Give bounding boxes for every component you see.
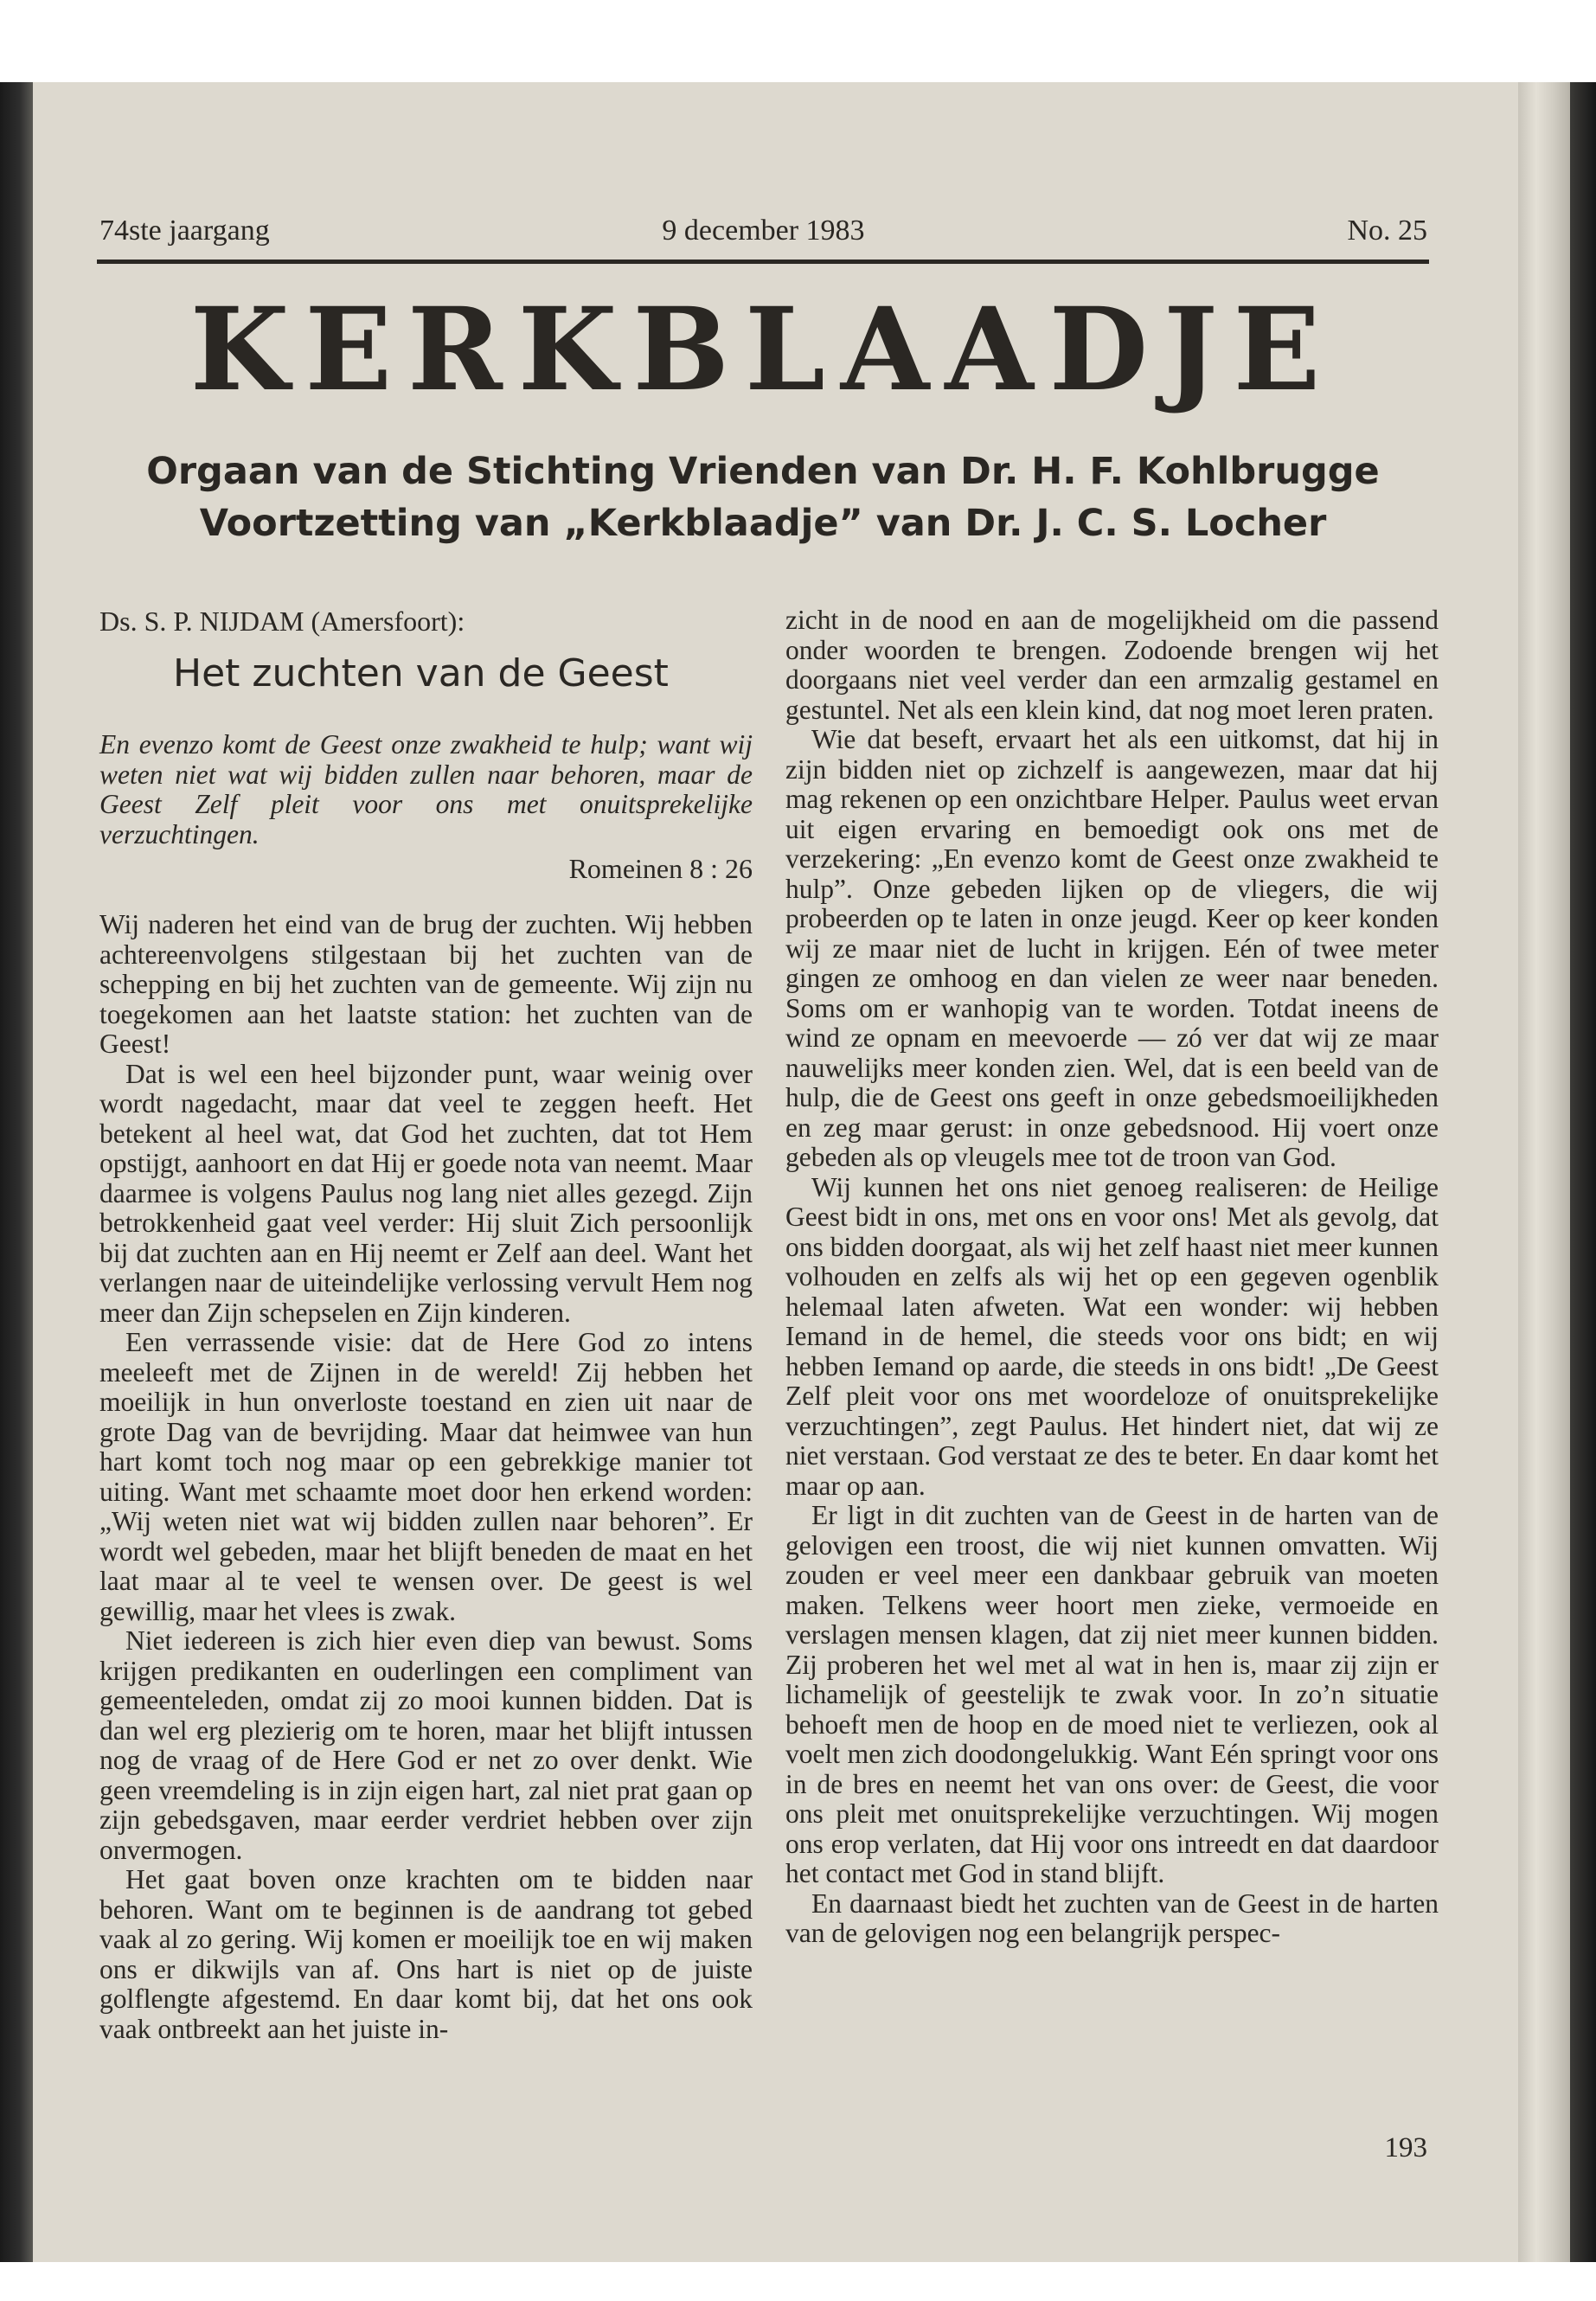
scan-edge-left <box>0 82 33 2262</box>
masthead-subtitle <box>97 445 1429 549</box>
masthead-rule <box>97 260 1429 264</box>
subtitle-line-2: Voortzetting van „Kerkblaadje” van Dr. J. C. S. Locher <box>199 502 1327 545</box>
paragraph: En daarnaast biedt het zuchten van de Geest in de harten van de gelovigen nog een belangrijk perspec- <box>785 1888 1439 1948</box>
magazine-title: KERKBLAADJE <box>189 283 1336 417</box>
volume-label: 74ste jaargang <box>99 215 270 247</box>
scan-edge-right <box>1570 82 1596 2262</box>
paragraph: Het gaat boven onze krachten om te bidden naar behoren. Want om te beginnen is de aandrang tot gebed vaak al zo gering. Wij komen er moeilijk toe en wij maken ons er dikwijls van af. Ons hart is niet op de juiste golflengte afgestemd. En daar komt bij, dat het ons ook vaak ontbreekt aan het juiste in- <box>99 1864 753 2044</box>
column-right <box>785 606 1439 1949</box>
issue-date: 9 december 1983 <box>662 215 865 247</box>
page-fold <box>1518 82 1570 2262</box>
paragraph: Er ligt in dit zuchten van de Geest in de harten van de gelovigen een troost, die wij niet kunnen omvatten. Wij zouden er veel meer een dankbaar gebruik van moeten maken. Telkens weer hoort men zieke, vermoeide en verslagen mensen klagen, dat zij niet meer kunnen bidden. Zij proberen het wel met al wat in hen is, maar zij zijn er lichamelijk of geestelijk te zwak voor. In zo’n situatie behoeft men de hoop en de moed niet te verliezen, ook al voelt men zich doodongelukkig. Want Eén springt voor ons in de bres en neemt het van ons over: de Geest, die voor ons pleit met onuitsprekelijke verzuchtingen. Wij mogen ons erop verlaten, dat Hij voor ons intreedt en dat daardoor het contact met God in stand blijft. <box>785 1500 1439 1888</box>
paragraph: Wie dat beseft, ervaart het als een uitkomst, dat hij in zijn bidden niet op zichzelf is aangewezen, maar dat hij mag rekenen op een onzichtbare Helper. Paulus weet ervan uit eigen ervaring en bemoedigt ook ons met de verzekering: „En evenzo komt de Geest onze zwakheid te hulp”. Onze gebeden lijken op de vliegers, die wij probeerden op te laten in onze jeugd. Keer op keer konden wij ze maar niet de lucht in krijgen. Eén of twee meter gingen ze omhoog en dan vielen ze weer naar beneden. Soms om er wanhopig van te worden. Totdat ineens de wind ze opnam en meevoerde — zó ver dat wij ze maar nauwelijks meer konden zien. Wel, dat is een beeld van de hulp, die de Geest ons geeft in onze gebedsmoeilijkheden en zeg maar gerust: in onze gebedsnood. Hij voert onze gebeden als op vleugels mee tot de troon van God. <box>785 724 1439 1172</box>
issue-number: No. 25 <box>1347 215 1427 247</box>
epigraph: En evenzo komt de Geest onze zwakheid te hulp; want wij weten niet wat wij bidden zullen naar behoren, maar de Geest Zelf pleit voor ons met onuitsprekelijke verzuchtingen. <box>99 729 753 849</box>
article-title: Het zuchten van de Geest <box>173 651 669 695</box>
paragraph: zicht in de nood en aan de mogelijkheid om die passend onder woorden te brengen. Zodoende brengen wij het doorgaans niet veel verder dan een armzalig gestamel en gestuntel. Net als een klein kind, dat nog moet leren praten. <box>785 605 1439 725</box>
paragraph: Een verrassende visie: dat de Here God zo intens meeleeft met de Zijnen in de wereld! Zij hebben het moeilijk in hun onverloste toestand en zien uit naar de grote Dag van de bevrijding. Maar dat heimwee van hun hart komt toch nog maar op een gebrekkige manier tot uiting. Want met schaamte moet door hen erkend worden: „Wij weten niet wat wij bidden zullen naar behoren”. Er wordt wel gebeden, maar het blijft beneden de maat en het laat maar al te veel te wensen over. De geest is wel gewillig, maar het vlees is zwak. <box>99 1327 753 1626</box>
paragraph: Wij naderen het eind van de brug der zuchten. Wij hebben achtereenvolgens stilgestaan bij het zuchten van de schepping en bij het zuchten van de gemeente. Wij zijn nu toegekomen aan het laatste station: het zuchten van de Geest! <box>99 909 753 1059</box>
epigraph-reference: Romeinen 8 : 26 <box>568 853 753 884</box>
column-left <box>99 606 753 2044</box>
page-number: 193 <box>1384 2132 1427 2163</box>
masthead-meta <box>99 215 1427 258</box>
paragraph: Wij kunnen het ons niet genoeg realiseren: de Heilige Geest bidt in ons, met ons en voor ons! Met als gevolg, dat ons bidden doorgaat, als wij het zelf haast niet meer kunnen volhouden en zelfs als wij het op een gegeven ogenblik helemaal laten afweten. Wat een wonder: wij hebben Iemand in de hemel, die steeds voor ons bidt; en wij hebben Iemand op aarde, die steeds in ons bidt! „De Geest Zelf pleit voor ons met woordeloze of onuitsprekelijke verzuchtingen”, zegt Paulus. Het hindert niet, dat wij ze niet verstaan. God verstaat ze des te beter. En daar komt het maar op aan. <box>785 1171 1439 1501</box>
scan-margin-bottom <box>0 2262 1596 2301</box>
paragraph: Niet iedereen is zich hier even diep van bewust. Soms krijgen predikanten en ouderlingen een compliment van gemeenteleden, omdat zij zo mooi kunnen bidden. Dat is dan wel erg plezierig om te horen, maar het blijft intussen nog de vraag of de Here God er net zo over denkt. Wie geen vreemdeling is in zijn eigen hart, zal niet prat gaan op zijn gebedsgaven, maar eerder verdriet hebben over zijn onvermogen. <box>99 1625 753 1865</box>
paragraph: Dat is wel een heel bijzonder punt, waar weinig over wordt nagedacht, maar dat veel te zeggen heeft. Het betekent al heel wat, dat God het zuchten, dat tot Hem opstijgt, aanhoort en dat Hij er goede nota van neemt. Maar daarmee is volgens Paulus nog lang niet alles gezegd. Zijn betrokkenheid gaat veel verder: Hij sluit Zich persoonlijk bij dat zuchten aan en Hij neemt er Zelf aan deel. Want het verlangen naar de uiteindelijke verlossing vervult Hem nog meer dan Zijn schepselen en Zijn kinderen. <box>99 1058 753 1328</box>
scan-margin-top <box>0 0 1596 82</box>
article-author: Ds. S. P. NIJDAM (Amersfoort): <box>99 606 465 637</box>
subtitle-line-1: Orgaan van de Stichting Vrienden van Dr. H. F. Kohlbrugge <box>146 450 1380 493</box>
